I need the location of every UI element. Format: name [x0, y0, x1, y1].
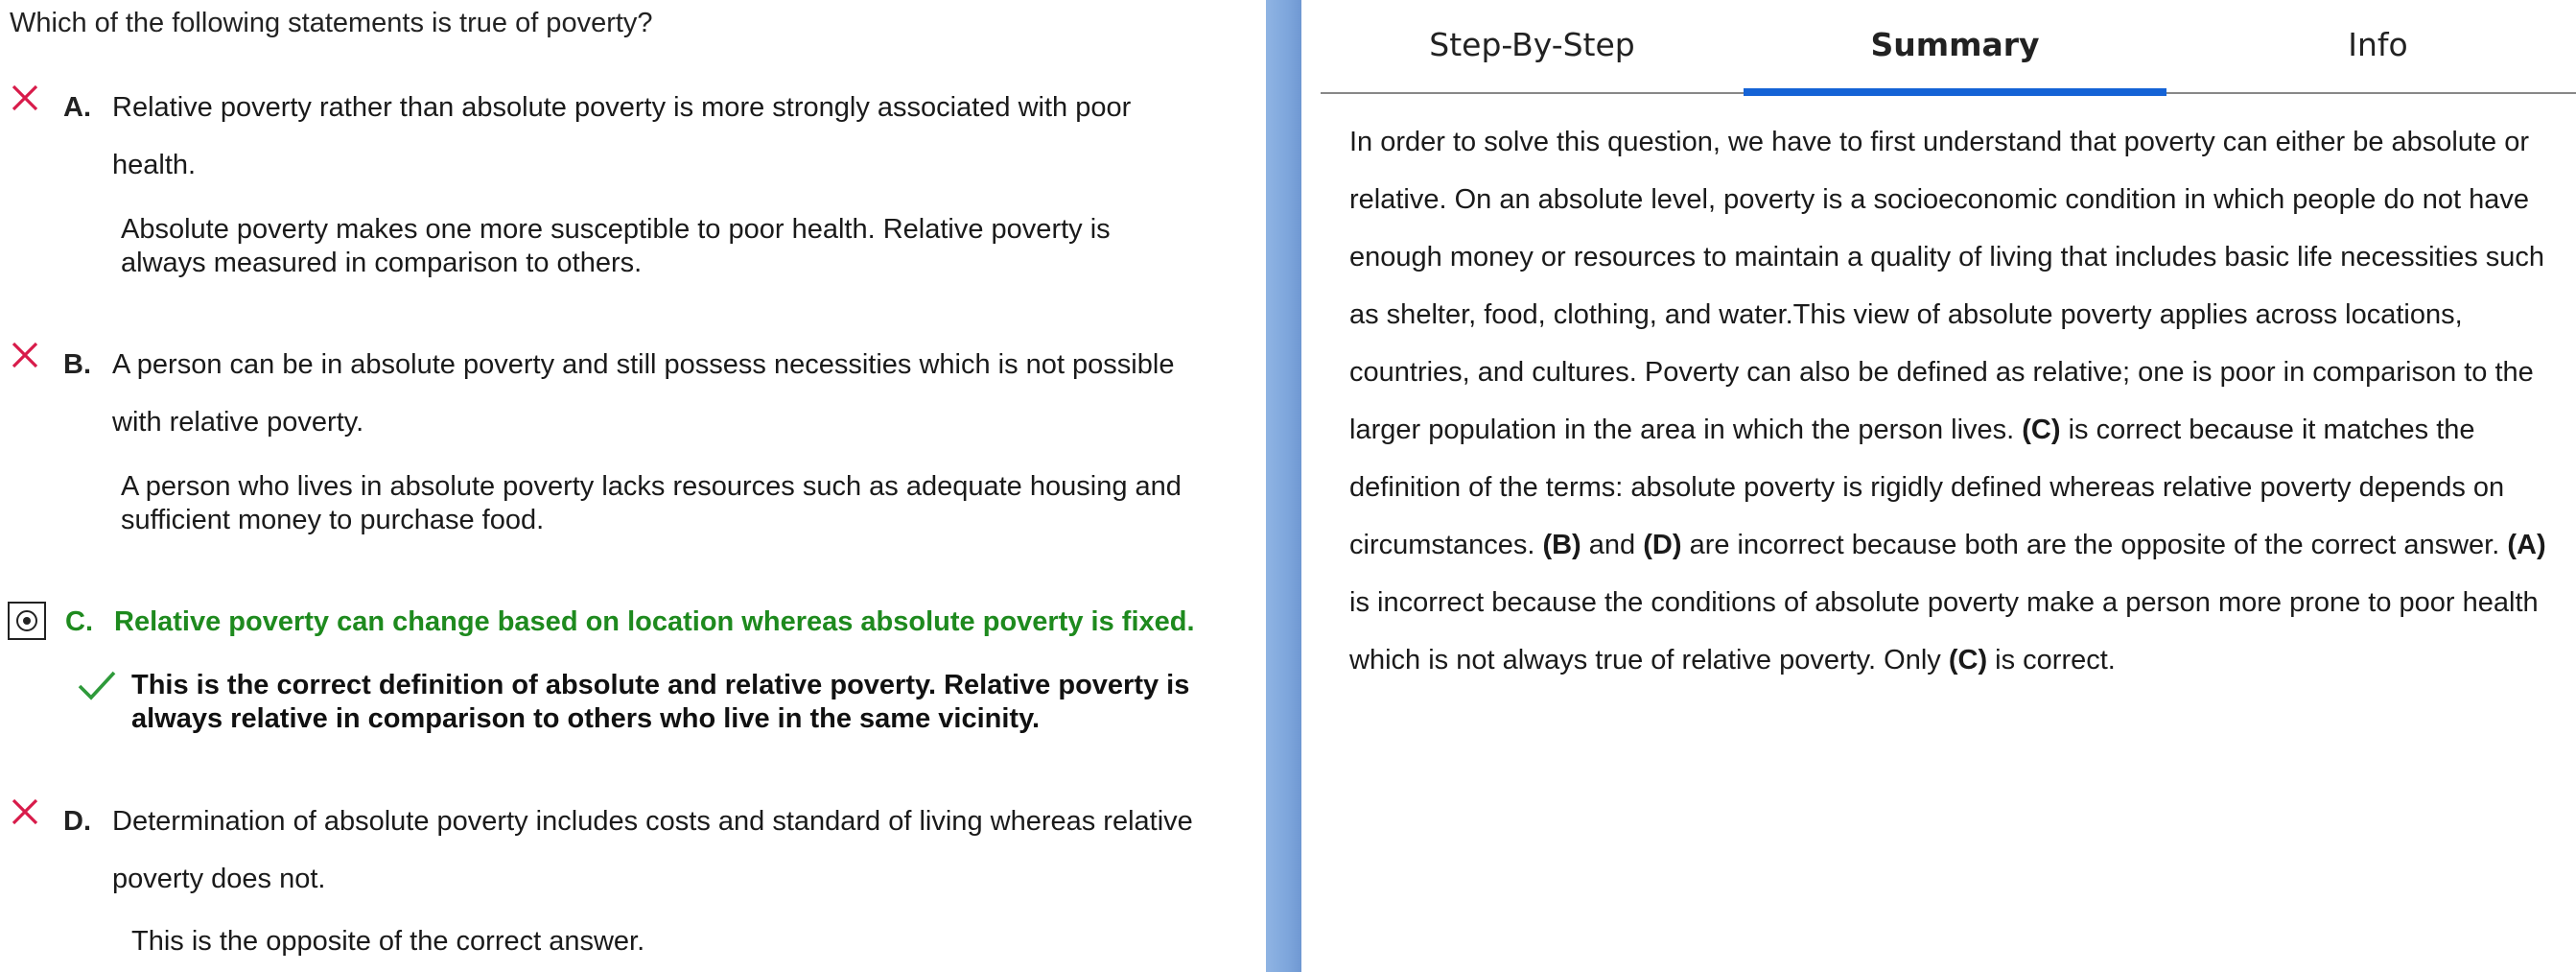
summary-segment: In order to solve this question, we have to first understand that poverty can either be absolute or relative. On an absolute level, poverty is a socioeconomic condition in which people do not have enough money or resources to maintain a quality of living that includes basic life necessities such as shelter, food, clothing, and water.This view of absolute poverty applies across locations, countries, and cultures. Poverty can also be defined as relative; one is poor in comparison to the larger population in the area in which the person lives. [1349, 127, 2545, 445]
x-icon [10, 340, 44, 374]
tab-summary[interactable] [1744, 0, 2166, 94]
summary-answer-ref: (B) [1542, 530, 1581, 560]
option-text-line: health. [112, 150, 197, 180]
x-icon [10, 83, 44, 117]
tab-info[interactable]: Info [2348, 26, 2408, 63]
option-explanation-line: This is the correct definition of absolute and relative poverty. Relative poverty is [131, 670, 1190, 700]
option-letter: B. [63, 349, 91, 380]
question-text: Which of the following statements is true of poverty? [10, 8, 653, 38]
explanation-pane [1301, 0, 2576, 972]
option-text-line: poverty does not. [112, 864, 326, 894]
option-letter: D. [63, 806, 91, 837]
summary-segment: is correct because it matches the definition of the terms: absolute poverty is rigidly defined whereas relative poverty depends on circumstances. [1349, 415, 2505, 560]
tab-summary-label: Summary [1870, 26, 2040, 63]
summary-answer-ref: (C) [2022, 415, 2061, 445]
option-explanation-line: always relative in comparison to others who live in the same vicinity. [131, 703, 1041, 734]
question-pane [0, 0, 1266, 972]
tab-step-by-step[interactable]: Step-By-Step [1429, 26, 1635, 63]
x-icon [10, 796, 44, 831]
option-text-line: Relative poverty can change based on location whereas absolute poverty is fixed. [114, 606, 1195, 637]
summary-segment: is correct. [1995, 645, 2116, 676]
option-text-line: with relative poverty. [112, 407, 364, 438]
pane-divider[interactable] [1266, 0, 1301, 972]
summary-segment: and [1588, 530, 1636, 560]
summary-answer-ref: (D) [1643, 530, 1682, 560]
radio-selected-icon[interactable] [8, 602, 46, 640]
active-tab-underline [1744, 88, 2166, 96]
tab-bar [1321, 0, 2576, 94]
summary-answer-ref: (A) [2507, 530, 2546, 560]
summary-answer-ref: (C) [1948, 645, 1988, 676]
option-explanation-line: A person who lives in absolute poverty lacks resources such as adequate housing and [121, 471, 1182, 502]
option-explanation-line: Absolute poverty makes one more susceptible to poor health. Relative poverty is [121, 214, 1111, 245]
option-explanation-line: always measured in comparison to others. [121, 248, 643, 278]
option-letter: C. [65, 606, 93, 637]
checkmark-icon [77, 670, 117, 700]
option-text-line: Determination of absolute poverty includes costs and standard of living whereas relative [112, 806, 1193, 837]
option-letter: A. [63, 92, 91, 123]
summary-segment: is incorrect because the conditions of absolute poverty make a person more prone to poor health which is not always true of relative poverty. Only [1349, 587, 2539, 676]
option-text-line: A person can be in absolute poverty and still possess necessities which is not possible [112, 349, 1175, 380]
option-text-line: Relative poverty rather than absolute poverty is more strongly associated with poor [112, 92, 1132, 123]
summary-text [1349, 113, 2567, 689]
summary-segment: are incorrect because both are the opposite of the correct answer. [1689, 530, 2500, 560]
option-explanation-line: sufficient money to purchase food. [121, 505, 545, 535]
option-explanation-line: This is the opposite of the correct answer. [131, 926, 645, 957]
